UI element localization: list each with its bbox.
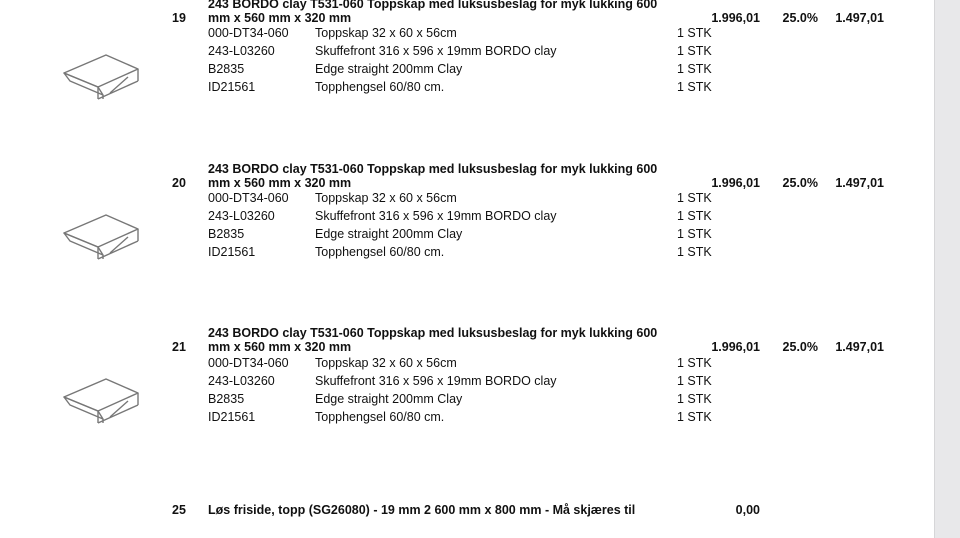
item-number: 25 xyxy=(172,503,186,517)
component-code: B2835 xyxy=(208,392,245,406)
item-price: 1.996,01 xyxy=(711,340,760,354)
component-quantity: 1 STK xyxy=(677,410,712,424)
line-item xyxy=(0,159,934,309)
item-price: 0,00 xyxy=(735,503,760,517)
component-quantity: 1 STK xyxy=(677,80,712,94)
line-item xyxy=(0,323,934,473)
component-code: B2835 xyxy=(208,62,245,76)
component-quantity: 1 STK xyxy=(677,209,712,223)
item-net-price: 1.497,01 xyxy=(835,340,884,354)
component-quantity: 1 STK xyxy=(677,392,712,406)
component-description: Edge straight 200mm Clay xyxy=(315,392,463,406)
component-quantity: 1 STK xyxy=(677,227,712,241)
item-title: 243 BORDO clay T531-060 Toppskap med luksusbeslag for myk lukking 600 mm x 560 mm x 320 mm xyxy=(208,0,658,25)
component-quantity: 1 STK xyxy=(677,245,712,259)
component-quantity: 1 STK xyxy=(677,62,712,76)
component-quantity: 1 STK xyxy=(677,26,712,40)
item-net-price: 1.497,01 xyxy=(835,176,884,190)
component-description: Toppskap 32 x 60 x 56cm xyxy=(315,26,457,40)
component-code: 000-DT34-060 xyxy=(208,26,289,40)
cabinet-sketch-icon xyxy=(58,209,144,263)
component-code: B2835 xyxy=(208,227,245,241)
item-title: Løs friside, topp (SG26080) - 19 mm 2 600 mm x 800 mm - Må skjæres til xyxy=(208,503,636,517)
component-description: Skuffefront 316 x 596 x 19mm BORDO clay xyxy=(315,44,557,58)
component-description: Topphengsel 60/80 cm. xyxy=(315,245,445,259)
component-quantity: 1 STK xyxy=(677,44,712,58)
component-quantity: 1 STK xyxy=(677,356,712,370)
item-price: 1.996,01 xyxy=(711,11,760,25)
item-title: 243 BORDO clay T531-060 Toppskap med luksusbeslag for myk lukking 600 mm x 560 mm x 320 mm xyxy=(208,326,658,354)
component-description: Topphengsel 60/80 cm. xyxy=(315,410,445,424)
item-number: 21 xyxy=(172,340,186,354)
component-description: Edge straight 200mm Clay xyxy=(315,227,463,241)
component-code: ID21561 xyxy=(208,245,256,259)
item-discount: 25.0% xyxy=(782,176,818,190)
item-net-price: 1.497,01 xyxy=(835,11,884,25)
component-code: 000-DT34-060 xyxy=(208,356,289,370)
component-description: Topphengsel 60/80 cm. xyxy=(315,80,445,94)
component-description: Edge straight 200mm Clay xyxy=(315,62,463,76)
item-number: 19 xyxy=(172,11,186,25)
item-title: 243 BORDO clay T531-060 Toppskap med luksusbeslag for myk lukking 600 mm x 560 mm x 320 mm xyxy=(208,162,658,190)
component-code: ID21561 xyxy=(208,80,256,94)
item-number: 20 xyxy=(172,176,186,190)
item-price: 1.996,01 xyxy=(711,176,760,190)
item-discount: 25.0% xyxy=(782,340,818,354)
component-quantity: 1 STK xyxy=(677,191,712,205)
line-item xyxy=(0,496,934,536)
component-description: Skuffefront 316 x 596 x 19mm BORDO clay xyxy=(315,209,557,223)
component-code: 243-L03260 xyxy=(208,44,275,58)
component-code: ID21561 xyxy=(208,410,256,424)
line-item xyxy=(0,0,934,144)
item-discount: 25.0% xyxy=(782,11,818,25)
component-description: Skuffefront 316 x 596 x 19mm BORDO clay xyxy=(315,374,557,388)
cabinet-sketch-icon xyxy=(58,373,144,427)
cabinet-sketch-icon xyxy=(58,49,144,103)
component-code: 243-L03260 xyxy=(208,374,275,388)
component-code: 000-DT34-060 xyxy=(208,191,289,205)
component-code: 243-L03260 xyxy=(208,209,275,223)
page-margin xyxy=(934,0,960,538)
component-description: Toppskap 32 x 60 x 56cm xyxy=(315,356,457,370)
component-description: Toppskap 32 x 60 x 56cm xyxy=(315,191,457,205)
component-quantity: 1 STK xyxy=(677,374,712,388)
